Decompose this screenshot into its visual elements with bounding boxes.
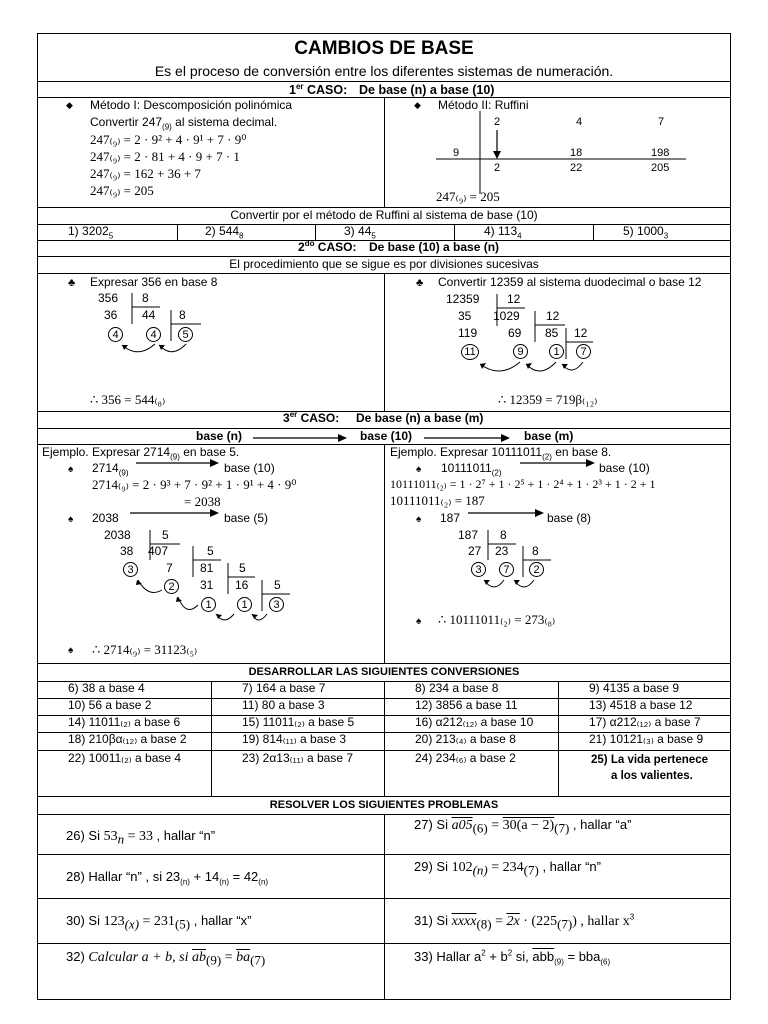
div-number: 7 (166, 561, 173, 575)
conversion-item: 18) 210βα₍₁₂₎ a base 2 (68, 732, 187, 746)
conversion-item: 24) 234₍₆₎ a base 2 (415, 751, 516, 765)
div-quotient: 81 (200, 561, 214, 575)
case3-left-example: Ejemplo. Expresar $2714_{(9)}$ en base 5. (42, 445, 240, 462)
flow-base-m: base (m) (524, 429, 574, 443)
case2-right-result: ∴ 12359 = 719β₍₁₂₎ (498, 392, 598, 407)
case2-title: De base (10) a base (n) (369, 240, 500, 254)
spade-bullet-icon: ♠ (416, 464, 422, 475)
div-number: 36 (104, 308, 118, 322)
remainder-circle: 11 (461, 344, 479, 360)
ruffini-mid-1: 18 (570, 147, 583, 159)
div-number: 31 (200, 578, 214, 592)
case1-label: 1er CASO: (289, 81, 348, 97)
div-divisor: 12 (507, 292, 521, 306)
diamond-bullet-icon: ◆ (66, 100, 73, 110)
conversion-item: 12) 3856 a base 11 (415, 698, 518, 712)
case3-left-result: ∴ 2714₍₉₎ = 31123₍₅₎ (92, 642, 198, 657)
div-divisor: 5 (207, 544, 214, 558)
div-number: 12359 (446, 292, 480, 306)
div-number: 35 (458, 309, 472, 323)
case3-right-step1-target: base (10) (599, 461, 650, 475)
conversion-item: 23) 2α13₍₁₁₎ a base 7 (242, 751, 353, 765)
problem-28: 28) Hallar “n” , si $23_{(n)} + 14_{(n)} = 42_{(n)}$ (66, 869, 269, 887)
case3-right-result: ∴ 10111011₍₂₎ = 273₍₈₎ (438, 612, 556, 627)
flow-base-n: base (n) (196, 429, 243, 443)
remainder-circle: 2 (164, 579, 179, 594)
method1-instruction: Convertir $247_{(9)}$ al sistema decimal. (90, 115, 278, 132)
div-number: 27 (468, 544, 482, 558)
conversion-item: 10) 56 a base 2 (68, 698, 152, 712)
ruffini-mid-2: 198 (651, 147, 670, 159)
case3-right-example: Ejemplo. Expresar $10111011_{(2)}$ en base 8. (390, 445, 612, 462)
remainder-circle: 3 (471, 562, 486, 577)
spade-bullet-icon: ♠ (68, 514, 74, 525)
ruffini-bottom-1: 2 (494, 162, 501, 174)
problem-26: 26) Si $53_n = 33$ , hallar “n” (66, 828, 216, 847)
ruffini-top-3: 7 (658, 116, 665, 128)
page-title: CAMBIOS DE BASE (294, 38, 474, 59)
case2-label: $2^{do}$ CASO: (298, 239, 357, 254)
club-bullet-icon: ♣ (68, 277, 76, 289)
remainder-circle: 5 (178, 327, 193, 342)
remainder-circle: 7 (576, 344, 591, 359)
conversions-title: DESARROLLAR LAS SIGUIENTES CONVERSIONES (248, 666, 520, 678)
case3-right-step2-target: base (8) (547, 511, 592, 525)
conversion-item: 13) 4518 a base 12 (589, 698, 693, 712)
spade-bullet-icon: ♠ (68, 645, 74, 656)
page-subtitle: Es el proceso de conversión entre los diferentes sistemas de numeración. (154, 63, 614, 79)
div-number: 187 (458, 528, 479, 542)
conversion-item: 22) 10011₍₂₎ a base 4 (68, 751, 182, 765)
div-divisor: 8 (500, 528, 507, 542)
spade-bullet-icon: ♠ (416, 616, 422, 627)
method1-eq4: 247₍₉₎ = 205 (90, 183, 154, 198)
remainder-circle: 1 (237, 597, 252, 612)
conversion-item: 7) 164 a base 7 (242, 681, 326, 695)
div-divisor: 8 (179, 308, 186, 322)
club-bullet-icon: ♣ (416, 277, 424, 289)
worksheet (37, 33, 731, 1000)
spade-bullet-icon: ♠ (68, 464, 74, 475)
motto-line2: a los valientes. (611, 770, 693, 782)
conversion-item: 11) 80 a base 3 (242, 698, 325, 712)
case3-left-step1: $2714_{(9)}$ (92, 461, 129, 478)
case3-left-step1-target: base (10) (224, 461, 275, 475)
remainder-circle: 1 (201, 597, 216, 612)
case3-left-step2: 2038 (92, 511, 119, 525)
ruffini-exercise-1: 1) $3202_5$ (68, 224, 114, 241)
problems-title: RESOLVER LOS SIGUIENTES PROBLEMAS (269, 799, 499, 811)
case3-right-eq1: 10111011₍₂₎ = 1 · 2⁷ + 1 · 2⁵ + 1 · 2⁴ + 1 · 2³ + 1 · 2 + 1 (390, 477, 656, 491)
div-quotient: 44 (142, 308, 156, 322)
motto-line1: 25) La vida pertenece (591, 754, 708, 766)
div-divisor: 12 (574, 326, 588, 340)
remainder-circle: 3 (123, 562, 138, 577)
flow-base-10: base (10) (360, 429, 413, 443)
div-number: 356 (98, 291, 119, 305)
case2-intro: El procedimiento que se sigue es por divisiones sucesivas (229, 257, 539, 271)
remainder-circle: 7 (499, 562, 514, 577)
div-divisor: 5 (274, 578, 281, 592)
remainder-circle: 1 (549, 344, 564, 359)
div-quotient: 16 (235, 578, 249, 592)
conversion-item: 15) 11011₍₂₎ a base 5 (242, 715, 355, 729)
case3-right-step2: 187 (440, 511, 461, 525)
conversion-item: 16) α212₍₁₂₎ a base 10 (415, 715, 534, 729)
conversion-item: 8) 234 a base 8 (415, 681, 499, 695)
ruffini-exercise-4: 4) $113_4$ (484, 224, 522, 241)
div-divisor: 5 (239, 561, 246, 575)
conversion-item: 14) 11011₍₂₎ a base 6 (68, 715, 181, 729)
conversion-item: 9) 4135 a base 9 (589, 681, 680, 695)
ruffini-bottom-2: 22 (570, 162, 583, 174)
ruffini-bottom-3: 205 (651, 162, 670, 174)
div-quotient: 85 (545, 326, 559, 340)
div-quotient: 1029 (493, 309, 520, 323)
ruffini-exercise-2: 2) $544_8$ (205, 224, 244, 241)
div-number: 119 (458, 326, 478, 340)
div-divisor: 5 (162, 528, 169, 542)
problem-27: 27) Si $a05_{(6)} = 30(a - 2)_{(7)}$ , hallar “a” (414, 817, 632, 836)
remainder-circle: 3 (269, 597, 284, 612)
div-number: 2038 (104, 528, 131, 542)
case3-left-step2-target: base (5) (224, 511, 269, 525)
method1-eq1: 247₍₉₎ = 2 · 9² + 4 · 9¹ + 7 · 9⁰ (90, 132, 247, 147)
ruffini-base: 9 (453, 147, 460, 159)
remainder-circle: 9 (513, 344, 528, 359)
ruffini-exercise-5: 5) $1000_3$ (623, 224, 669, 241)
case3-right-division-lines (38, 34, 732, 1001)
ruffini-exercise-3: 3) $44_5$ (344, 224, 376, 241)
case3-title: De base (n) a base (m) (356, 411, 484, 425)
ruffini-top-1: 2 (494, 116, 501, 128)
remainder-circle: 4 (108, 327, 123, 342)
div-number: 69 (508, 326, 522, 340)
method1-eq3: 247₍₉₎ = 162 + 36 + 7 (90, 166, 201, 181)
case3-right-step1: $10111011_{(2)}$ (441, 461, 502, 478)
case3-right-eq2: 10111011₍₂₎ = 187 (390, 493, 485, 508)
problem-33: 33) Hallar $a^2 + b^2$ si, $\overline{abb}_{(9)} = bba_{(6)}$ (414, 948, 611, 967)
conversion-item: 20) 213₍₄₎ a base 8 (415, 732, 516, 746)
spade-bullet-icon: ♠ (416, 514, 422, 525)
case2-left-title: Expresar 356 en base 8 (90, 275, 218, 289)
method1-eq2: 247₍₉₎ = 2 · 81 + 4 · 9 + 7 · 1 (90, 149, 240, 164)
div-divisor: 8 (532, 544, 539, 558)
method1-title: Método I: Descomposición polinómica (90, 98, 293, 112)
diamond-bullet-icon: ◆ (414, 100, 421, 110)
div-divisor: 8 (142, 291, 149, 305)
problem-29: 29) Si $102_{(n)} = 234_{(7)}$ , hallar “n” (414, 859, 601, 878)
problem-32: 32) Calcular a + b, si $\overline{ab}_{(9)} = \overline{ba}_{(7)}$ (66, 949, 266, 968)
case3-left-eq2: = 2038 (184, 494, 221, 509)
remainder-circle: 4 (146, 327, 161, 342)
method2-result: 247₍₉₎ = 205 (436, 189, 500, 204)
conversion-item: 6) 38 a base 4 (68, 681, 145, 695)
case3-label: 3er CASO: (283, 410, 340, 425)
conversion-item: 17) α212₍₁₂₎ a base 7 (589, 715, 701, 729)
div-quotient: 407 (148, 544, 169, 558)
ruffini-exercise-title: Convertir por el método de Ruffini al sistema de base (10) (230, 208, 538, 222)
div-number: 38 (120, 544, 134, 558)
conversion-item: 21) 10121₍₃₎ a base 9 (589, 732, 704, 746)
case1-title: De base (n) a base (10) (359, 83, 495, 97)
problem-31: 31) Si xxxx$_{(8)}$ = $2x \cdot (225_{(7)})$ , hallar $x^3$ (414, 912, 635, 932)
case2-left-result: ∴ 356 = 544₍₈₎ (90, 392, 166, 407)
remainder-circle: 2 (529, 562, 544, 577)
div-divisor: 12 (546, 309, 560, 323)
case3-left-eq1: 2714₍₉₎ = 2 · 9³ + 7 · 9² + 1 · 9¹ + 4 · 9⁰ (92, 477, 297, 492)
case2-right-title: Convertir 12359 al sistema duodecimal o base 12 (438, 275, 702, 289)
conversion-item: 19) 814₍₁₁₎ a base 3 (242, 732, 347, 746)
method2-title: Método II: Ruffini (438, 98, 529, 112)
problem-30: 30) Si $123_{(x)} = 231_{(5)}$ , hallar “x” (66, 913, 252, 932)
div-quotient: 23 (495, 544, 509, 558)
ruffini-top-2: 4 (576, 116, 583, 128)
